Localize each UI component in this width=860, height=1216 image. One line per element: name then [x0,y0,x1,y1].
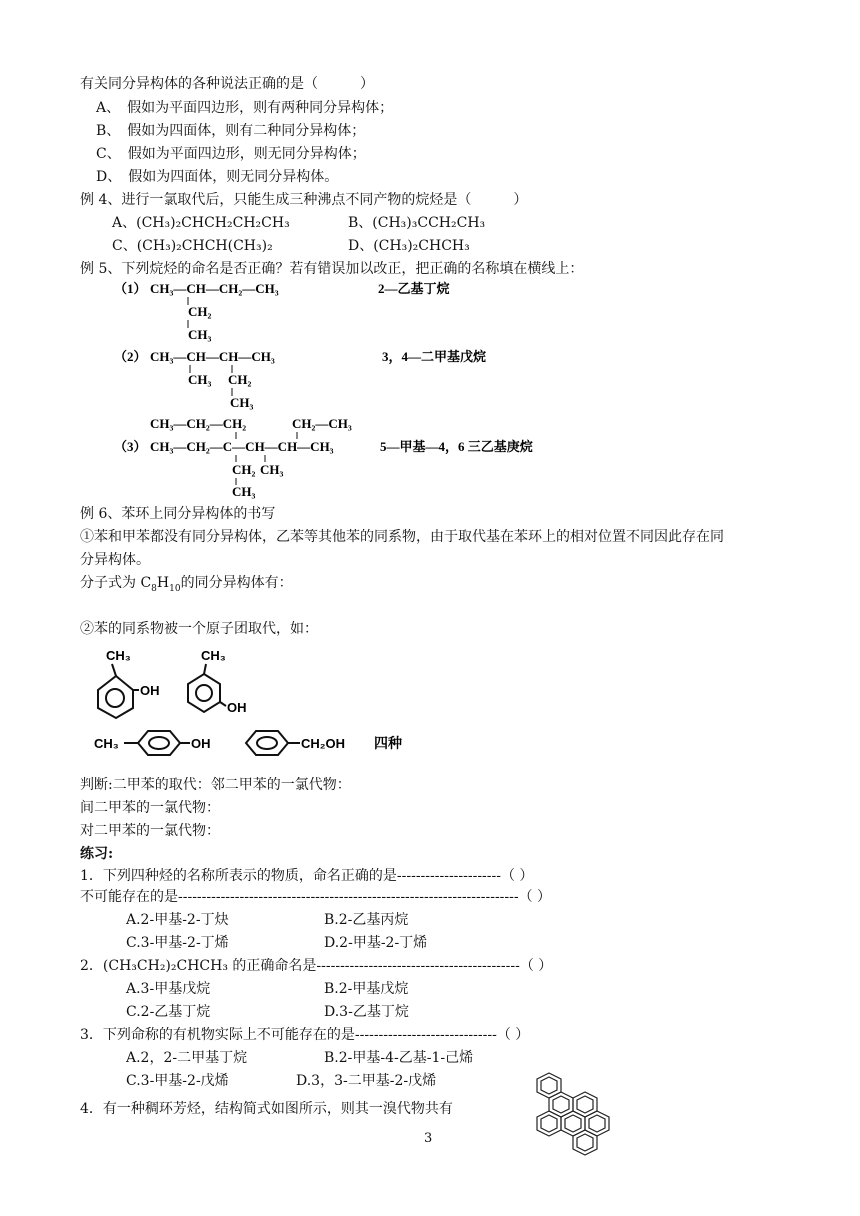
structure-1 [110,278,550,344]
practice-q4: 4．有一种稠环芳烃，结构简式如图所示，则其一溴代物共有 [80,1101,453,1117]
structure-3-top1: CH₃—CH₂—CH₂ [150,416,247,431]
option-c: C、 假如为平面四边形，则无同分异构体； [96,146,366,162]
structure-1-main: CH₃—CH—CH₂—CH₃ [150,281,279,296]
structure-3-name: 5—甲基—4，6 三乙基庚烷 [380,439,533,454]
structure-1-name: 2—乙基丁烷 [378,281,450,296]
structure-1-branch2: CH₃ [188,327,212,342]
o-cresol-ch3: CH₃ [106,648,131,663]
structure-3-branch3: CH₃ [232,484,256,499]
structure-2-branch3: CH₃ [230,395,254,410]
structure-2 [110,346,550,412]
page-number: 3 [424,1131,433,1146]
practice-q1-option-d: D.2-甲基-2-丁烯 [324,935,428,951]
judge-line-3: 对二甲苯的一氯代物： [80,823,220,839]
benzene-derivatives-figure [86,642,426,758]
practice-q1-option-b: B.2-乙基丙烷 [324,912,409,928]
structure-2-main: CH₃—CH—CH—CH₃ [150,349,275,364]
practice-q1-line2: 不可能存在的是------------------------------------------------------------------------（ ） [80,889,552,905]
structure-1-branch1: CH₂ [188,304,212,319]
practice-q2: 2．(CH₃CH₂)₂CHCH₃ 的正确命名是-------------------------------------------（ ） [80,958,553,974]
option-a: A、 假如为平面四边形，则有两种同分异构体； [96,100,394,116]
practice-q3-option-b: B.2-甲基-4-乙基-1-己烯 [324,1050,474,1066]
practice-q1-option-a: A.2-甲基-2-丁炔 [126,912,229,928]
practice-q2-option-a: A.3-甲基戊烷 [126,981,211,997]
option-b: B、 假如为四面体，则有二种同分异构体； [96,123,366,139]
question-stem: 有关同分异构体的各种说法正确的是（ ） [80,76,374,92]
practice-q3-option-d: D.3，3-二甲基-2-戊烯 [296,1073,437,1089]
example4-stem: 例 4、进行一氯取代后，只能生成三种沸点不同产物的烷烃是（ ） [80,192,528,208]
o-cresol-structure [98,648,160,718]
structure-3-main: CH₃—CH₂—C—CH—CH—CH₃ [150,439,334,454]
structure-2-label: （2） [114,349,147,364]
example6-title: 例 6、苯环上同分异构体的书写 [80,506,276,522]
practice-q3-option-c: C.3-甲基-2-戊烯 [126,1073,229,1089]
practice-q1-line1: 1．下列四种烃的名称所表示的物质，命名正确的是----------------------（ ） [80,868,534,884]
example6-p1-line1: ①苯和甲苯都没有同分异构体，乙苯等其他苯的同系物，由于取代基在苯环上的相对位置不同因此存在同 [80,529,724,545]
judge-line-2: 间二甲苯的一氯代物： [80,800,220,816]
practice-q2-option-b: B.2-甲基戊烷 [324,981,409,997]
p-cresol-oh: OH [191,736,211,751]
structure-3-label: （3） [114,439,147,454]
polycyclic-aromatic-figure [524,1072,614,1164]
structure-2-branch1: CH₃ [188,372,212,387]
practice-q3: 3．下列命称的有机物实际上不可能存在的是------------------------------（ ） [80,1027,530,1043]
m-cresol-ch3: CH₃ [201,648,226,663]
practice-title: 练习: [80,846,114,862]
structure-2-name: 3，4—二甲基戊烷 [382,349,487,364]
structure-1-label: （1） [114,281,147,296]
option-d: D、 假如为四面体，则无同分异构体。 [96,169,339,185]
practice-q2-option-d: D.3-乙基丁烷 [324,1004,409,1020]
p-cresol-ch3: CH₃ [94,736,119,751]
example6-p1-line2: 分异构体。 [80,552,150,568]
benzyl-alcohol-structure [246,731,402,755]
o-cresol-oh: OH [140,683,160,698]
example6-p3: ②苯的同系物被一个原子团取代，如： [80,621,318,637]
structure-2-branch2: CH₂ [228,372,252,387]
practice-q3-option-a: A.2，2-二甲基丁烷 [126,1050,248,1066]
m-cresol-structure [188,648,247,715]
example4-option-d: D、(CH₃)₂CHCH₃ [348,238,470,254]
isomer-count-label: 四种 [374,735,402,751]
example4-option-a: A、(CH₃)₂CHCH₂CH₂CH₃ [112,215,290,231]
structure-3-branch2: CH₃ [260,462,284,477]
practice-q2-option-c: C.2-乙基丁烷 [126,1004,211,1020]
example5-stem: 例 5、下列烷烃的命名是否正确？若有错误加以改正，把正确的名称填在横线上： [80,261,584,277]
formula-line: 分子式为 $C_8H_{10}$的同分异构体有： [80,575,293,594]
benzyl-alcohol-ch2oh: CH₂OH [301,736,346,751]
example4-option-c: C、(CH₃)₂CHCH(CH₃)₂ [112,238,273,254]
structure-3 [110,414,570,500]
structure-3-branch1: CH₂ [232,462,256,477]
practice-q1-option-c: C.3-甲基-2-丁烯 [126,935,229,951]
p-cresol-structure [94,731,211,755]
structure-3-top2: CH₂—CH₃ [292,416,352,431]
m-cresol-oh: OH [227,700,247,715]
judge-line-1: 判断:二甲苯的取代：邻二甲苯的一氯代物： [80,777,351,793]
example4-option-b: B、(CH₃)₃CCH₂CH₃ [348,215,486,231]
